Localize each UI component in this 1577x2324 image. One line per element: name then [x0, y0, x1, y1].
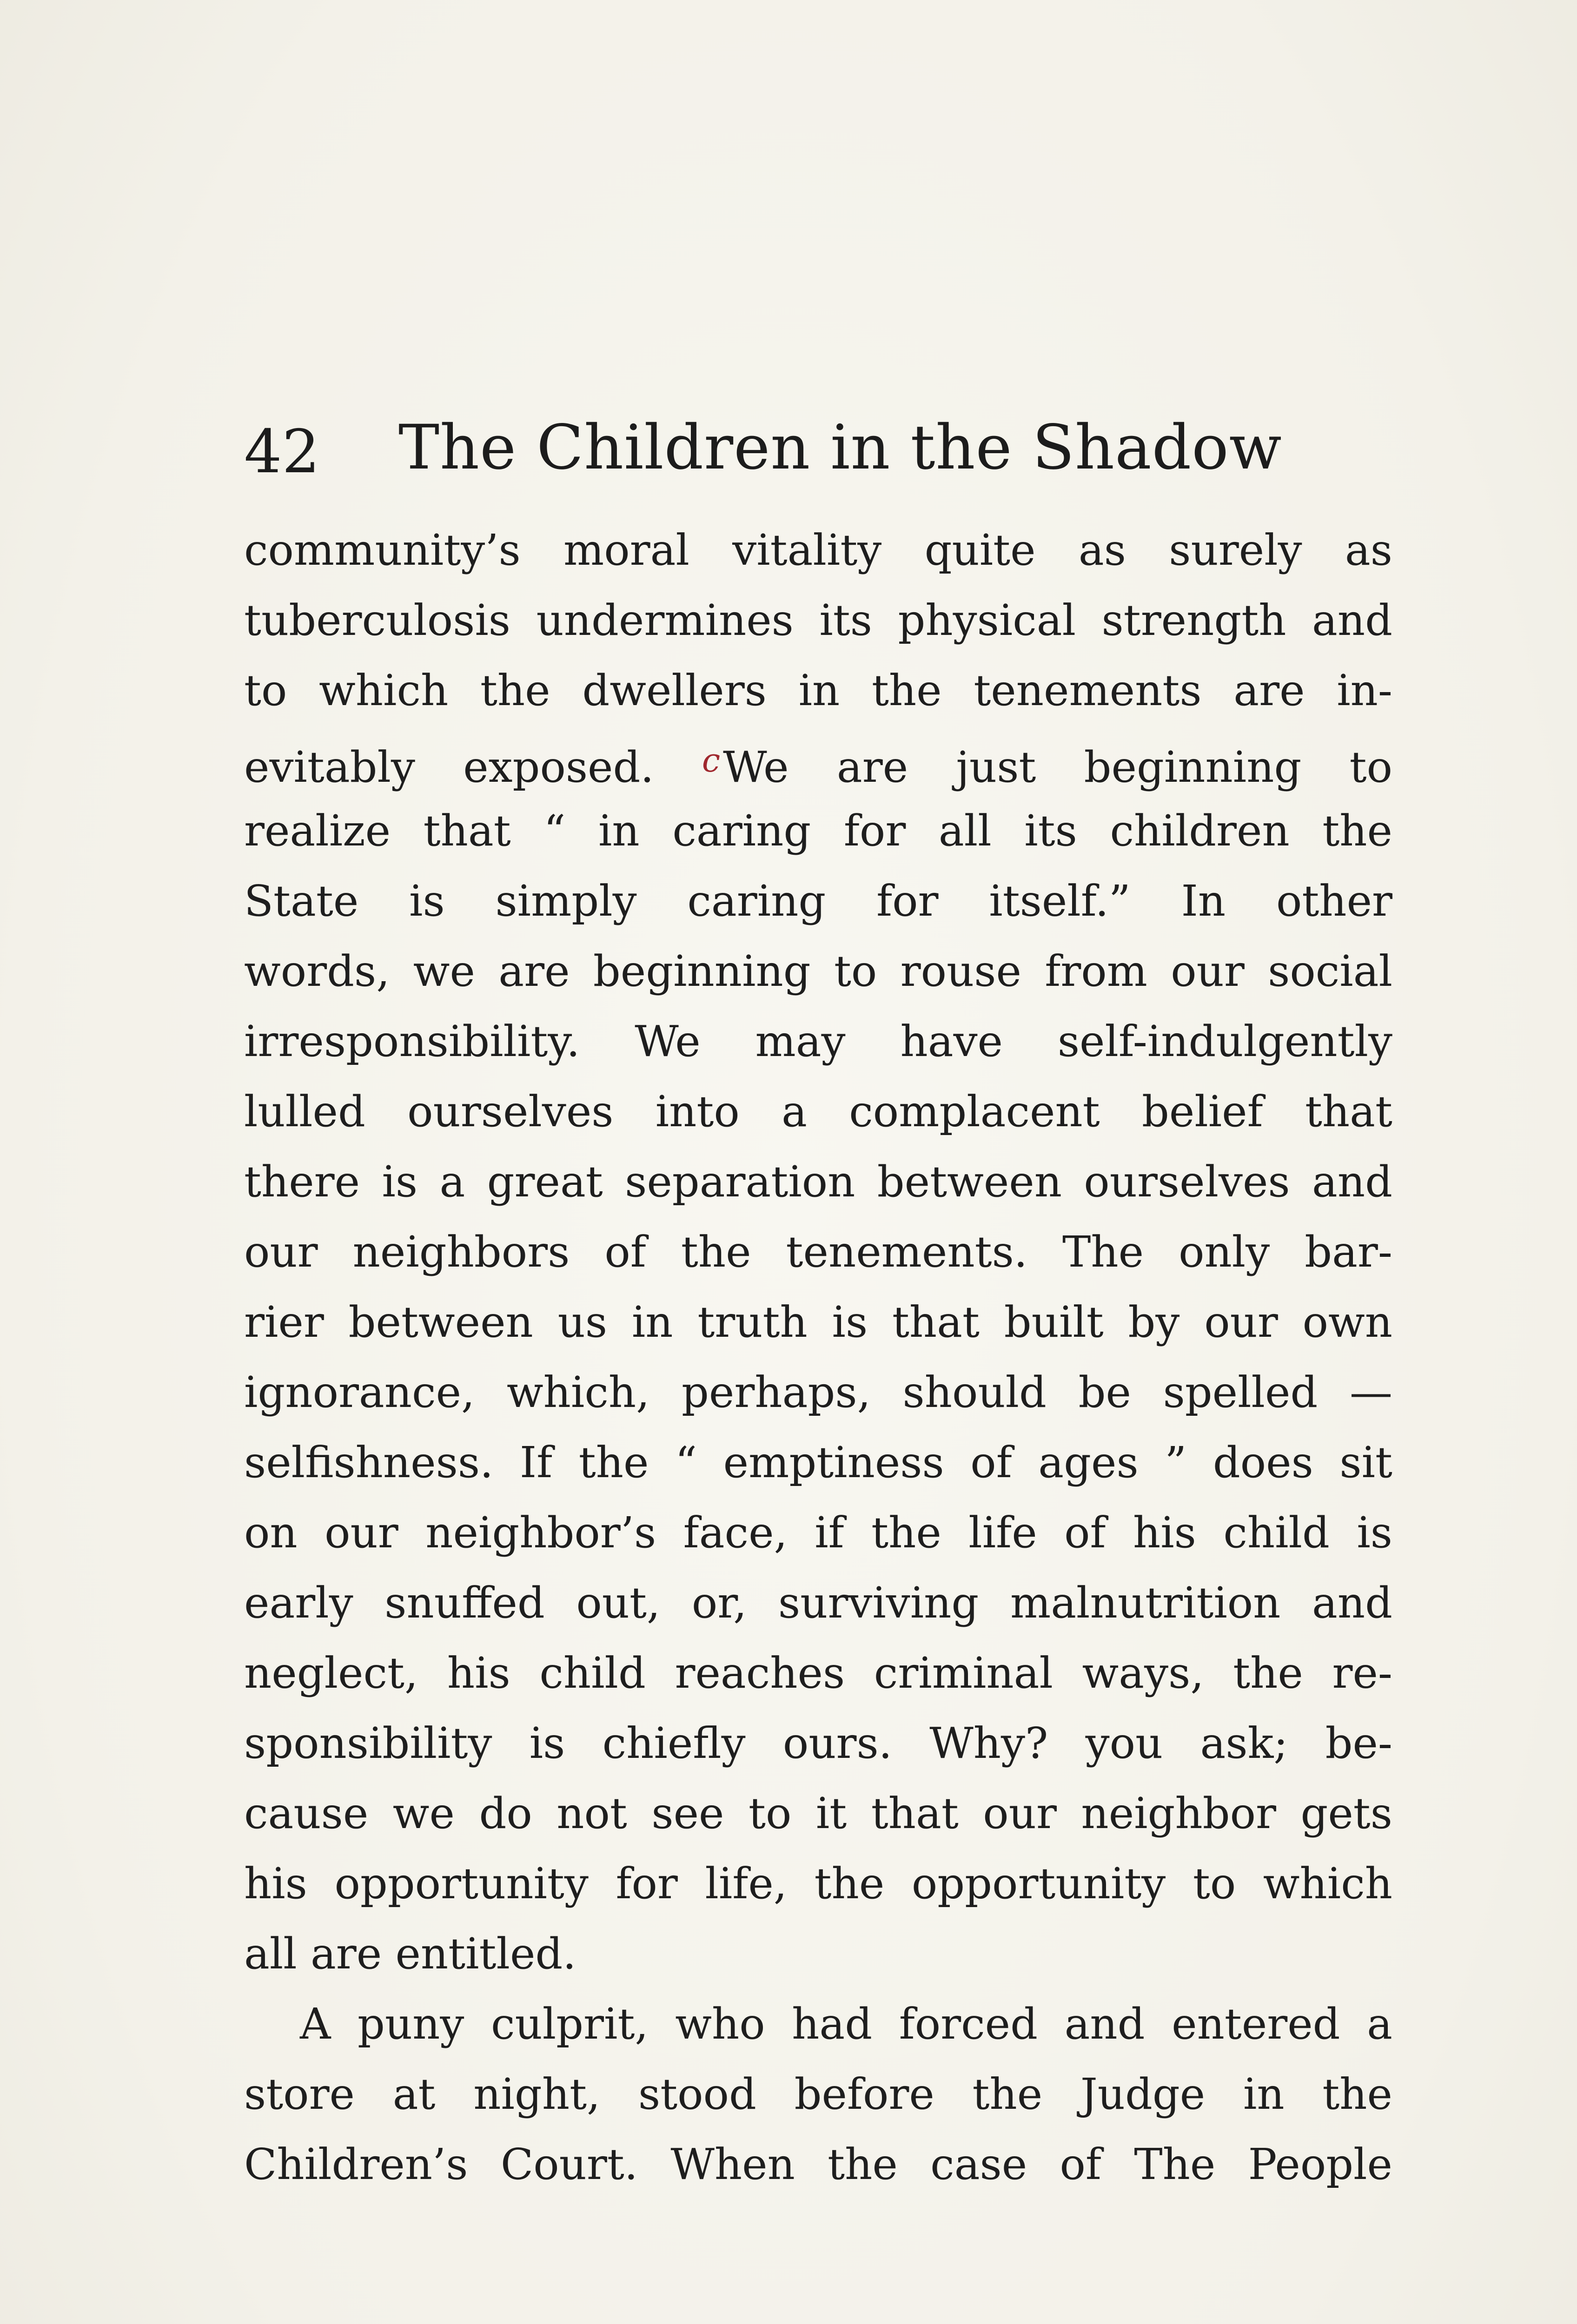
proofreader-mark: c [702, 741, 721, 779]
text-line: store at night, stood before the Judge in the [244, 2069, 1392, 2119]
text-line: realize that “ in caring for all its children the [244, 806, 1392, 856]
body-text [244, 515, 1392, 2199]
text-line: there is a great separation between ourselves and [244, 1157, 1392, 1207]
line-prefix: evitably exposed. [244, 742, 654, 792]
text-line: community’s moral vitality quite as surely as [244, 525, 1392, 575]
line-suffix: We are just beginning to [723, 742, 1392, 792]
paragraph-1 [244, 515, 1392, 1989]
text-line: A puny culprit, who had forced and entered a [300, 1999, 1392, 2049]
page-number: 42 [244, 417, 320, 487]
text-line: on our neighbor’s face, if the life of his child is [244, 1508, 1392, 1558]
text-line: early snuffed out, or, surviving malnutrition and [244, 1578, 1392, 1628]
text-line: to which the dwellers in the tenements are in- [244, 666, 1392, 715]
text-line: sponsibility is chiefly ours. Why? you ask; be- [244, 1718, 1392, 1768]
text-line: ignorance, which, perhaps, should be spelled — [244, 1367, 1392, 1417]
text-line: our neighbors of the tenements. The only bar- [244, 1227, 1392, 1277]
text-line: neglect, his child reaches criminal ways, the re- [244, 1648, 1392, 1698]
text-line-with-mark [244, 726, 1392, 796]
text-line: tuberculosis undermines its physical strength and [244, 595, 1392, 645]
text-line: Children’s Court. When the case of The People [244, 2139, 1392, 2189]
text-line: his opportunity for life, the opportunity to which [244, 1859, 1392, 1908]
text-line: State is simply caring for itself.” In other [244, 876, 1392, 926]
page-header [244, 403, 1392, 487]
text-line: words, we are beginning to rouse from our social [244, 946, 1392, 996]
text-line: all are entitled. [244, 1929, 576, 1979]
text-line: cause we do not see to it that our neighbor gets [244, 1789, 1392, 1838]
paragraph-2 [244, 1989, 1392, 2199]
running-title: The Children in the Shadow [398, 412, 1282, 483]
text-line: irresponsibility. We may have self-indulgently [244, 1017, 1392, 1066]
text-line: selfishness. If the “ emptiness of ages ” does sit [244, 1438, 1392, 1487]
text-line: rier between us in truth is that built by our own [244, 1297, 1392, 1347]
text-line: lulled ourselves into a complacent belief that [244, 1087, 1392, 1136]
